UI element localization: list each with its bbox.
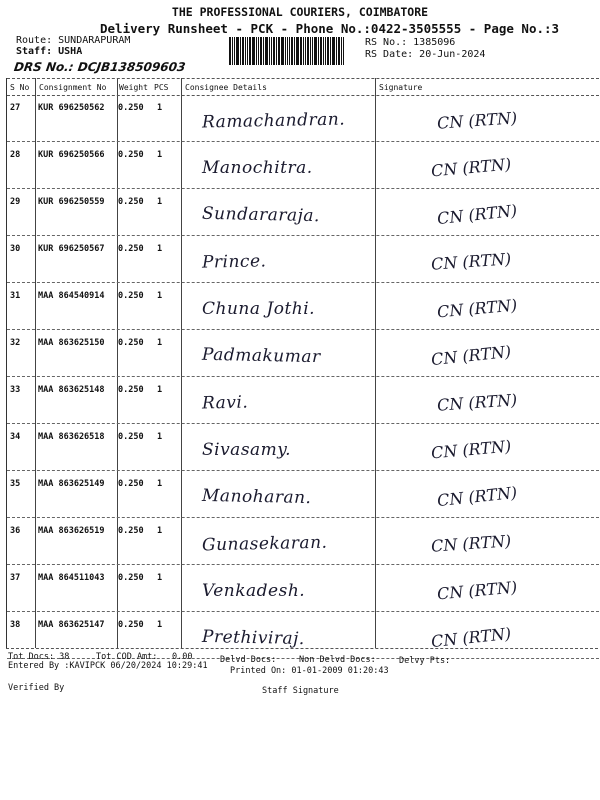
consignee-handwritten-name: Ravi. xyxy=(201,392,249,414)
row-pcs: 1 xyxy=(157,103,163,113)
signature-handwritten-mark: CN (RTN) xyxy=(430,531,512,556)
row-weight: 0.250 xyxy=(118,620,144,630)
row-consignment-no: MAA 863625149 xyxy=(38,479,105,489)
table-header xyxy=(7,78,599,96)
table-row xyxy=(7,565,599,612)
row-sno: 33 xyxy=(10,385,21,395)
table-row xyxy=(7,377,599,424)
route-label: Route: SUNDARAPURAM xyxy=(16,35,131,46)
row-pcs: 1 xyxy=(157,338,163,348)
signature-handwritten-mark: CN (RTN) xyxy=(430,341,513,370)
row-sno: 28 xyxy=(10,150,21,160)
row-consignment-no: MAA 863625147 xyxy=(38,620,105,630)
row-pcs: 1 xyxy=(157,432,163,442)
col-signature: Signature xyxy=(379,83,423,92)
verified-by: Verified By xyxy=(8,683,65,693)
row-sno: 30 xyxy=(10,244,21,254)
signature-handwritten-mark: CN (RTN) xyxy=(430,249,512,274)
printed-on: Printed On: 01-01-2009 01:20:43 xyxy=(230,666,389,676)
row-pcs: 1 xyxy=(157,244,163,254)
row-sno: 36 xyxy=(10,526,21,536)
consignee-handwritten-name: Chuna Jothi. xyxy=(202,299,316,319)
row-sno: 32 xyxy=(10,338,21,348)
staff-signature: Staff Signature xyxy=(262,686,339,696)
signature-handwritten-mark: CN (RTN) xyxy=(436,390,518,415)
table-row xyxy=(7,236,599,283)
row-weight: 0.250 xyxy=(118,197,144,207)
row-pcs: 1 xyxy=(157,479,163,489)
consignee-handwritten-name: Manoharan. xyxy=(201,485,312,509)
table-row xyxy=(7,189,599,236)
row-consignment-no: MAA 863625148 xyxy=(38,385,105,395)
row-sno: 29 xyxy=(10,197,21,207)
row-sno: 31 xyxy=(10,291,21,301)
row-pcs: 1 xyxy=(157,385,163,395)
row-consignment-no: KUR 696250566 xyxy=(38,150,105,160)
row-sno: 35 xyxy=(10,479,21,489)
row-consignment-no: MAA 863626519 xyxy=(38,526,105,536)
consignee-handwritten-name: Padmakumar xyxy=(201,344,321,368)
footer-divider xyxy=(6,648,598,649)
row-weight: 0.250 xyxy=(118,573,144,583)
table-row xyxy=(7,283,599,330)
entered-by: Entered By :KAVIPCK 06/20/2024 10:29:41 xyxy=(8,661,208,671)
rs-date: RS Date: 20-Jun-2024 xyxy=(365,49,486,60)
signature-handwritten-mark: CN (RTN) xyxy=(436,108,518,133)
delvd-docs: Delvd Docs: xyxy=(220,655,277,665)
row-consignment-no: MAA 863626518 xyxy=(38,432,105,442)
col-weight: Weight xyxy=(119,83,148,92)
row-weight: 0.250 xyxy=(118,103,144,113)
row-weight: 0.250 xyxy=(118,291,144,301)
col-pcs: PCS xyxy=(154,83,169,92)
row-pcs: 1 xyxy=(157,197,163,207)
company-title: THE PROFESSIONAL COURIERS, COIMBATORE xyxy=(171,5,429,19)
col-sno: S No xyxy=(10,83,30,92)
col-consignee: Consignee Details xyxy=(185,83,267,92)
signature-handwritten-mark: CN (RTN) xyxy=(430,154,512,181)
row-pcs: 1 xyxy=(157,526,163,536)
row-pcs: 1 xyxy=(157,620,163,630)
row-sno: 38 xyxy=(10,620,21,630)
consignee-handwritten-name: Manochitra. xyxy=(202,158,313,178)
table-body xyxy=(7,95,599,659)
row-consignment-no: MAA 863625150 xyxy=(38,338,105,348)
consignee-handwritten-name: Prethiviraj. xyxy=(201,626,306,650)
signature-handwritten-mark: CN (RTN) xyxy=(436,295,518,322)
tot-cod-label: Tot COD Amt: xyxy=(96,652,158,662)
table-row xyxy=(7,518,599,565)
row-pcs: 1 xyxy=(157,291,163,301)
row-consignment-no: MAA 864540914 xyxy=(38,291,105,301)
row-consignment-no: KUR 696250567 xyxy=(38,244,105,254)
delvy-pts: Delvy Pts: xyxy=(399,656,451,666)
row-weight: 0.250 xyxy=(118,526,144,536)
signature-handwritten-mark: CN (RTN) xyxy=(430,623,513,652)
row-consignment-no: KUR 696250559 xyxy=(38,197,105,207)
signature-handwritten-mark: CN (RTN) xyxy=(430,436,512,463)
table-row xyxy=(7,424,599,471)
table-row xyxy=(7,95,599,142)
row-weight: 0.250 xyxy=(118,338,144,348)
rs-number: RS No.: 1385096 xyxy=(365,37,456,48)
consignment-table xyxy=(6,78,599,652)
row-weight: 0.250 xyxy=(118,150,144,160)
tot-cod-value: 0.00 xyxy=(172,652,193,662)
row-consignment-no: KUR 696250562 xyxy=(38,103,105,113)
signature-handwritten-mark: CN (RTN) xyxy=(436,200,519,229)
tot-docs: Tot Docs: 38 xyxy=(8,652,70,662)
runsheet-subtitle: Delivery Runsheet - PCK - Phone No.:0422-3505555 - Page No.:3 xyxy=(100,21,560,36)
drs-number: DRS No.: DCJB138509603 xyxy=(13,60,187,74)
row-weight: 0.250 xyxy=(118,244,144,254)
row-weight: 0.250 xyxy=(118,479,144,489)
consignee-handwritten-name: Gunasekaran. xyxy=(201,532,328,556)
row-consignment-no: MAA 864511043 xyxy=(38,573,105,583)
consignee-handwritten-name: Sivasamy. xyxy=(202,440,292,460)
signature-handwritten-mark: CN (RTN) xyxy=(436,482,519,511)
consignee-handwritten-name: Prince. xyxy=(201,251,267,273)
row-weight: 0.250 xyxy=(118,432,144,442)
row-pcs: 1 xyxy=(157,150,163,160)
table-row xyxy=(7,330,599,377)
row-sno: 27 xyxy=(10,103,21,113)
row-pcs: 1 xyxy=(157,573,163,583)
row-sno: 34 xyxy=(10,432,21,442)
non-delvd-docs: Non Delvd Docs: xyxy=(299,655,376,665)
consignee-handwritten-name: Ramachandran. xyxy=(201,109,346,133)
row-weight: 0.250 xyxy=(118,385,144,395)
row-sno: 37 xyxy=(10,573,21,583)
consignee-handwritten-name: Sundararaja. xyxy=(201,203,321,227)
barcode-image xyxy=(229,37,357,65)
signature-handwritten-mark: CN (RTN) xyxy=(436,577,518,604)
table-row xyxy=(7,471,599,518)
table-row xyxy=(7,142,599,189)
staff-label: Staff: USHA xyxy=(16,46,83,57)
consignee-handwritten-name: Venkadesh. xyxy=(202,581,306,601)
col-consignment: Consignment No xyxy=(39,83,107,92)
